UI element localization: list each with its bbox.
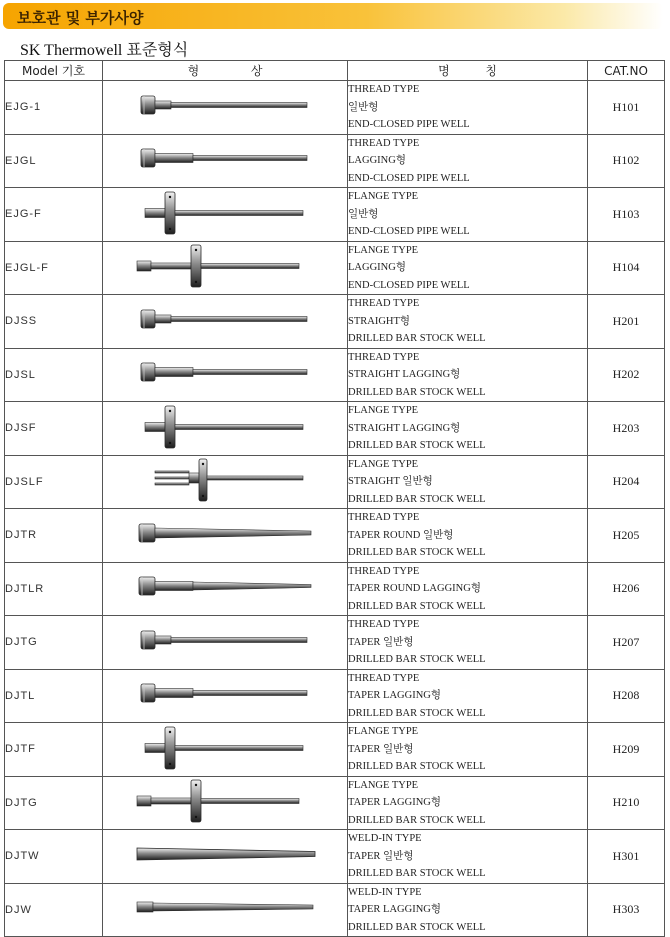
name-line: STRAIGHT 일반형	[348, 476, 433, 487]
table-header-row	[5, 61, 665, 81]
name-cell	[348, 723, 588, 777]
name-line: STRAIGHT LAGGING형	[348, 369, 461, 380]
cat-no: H206	[588, 562, 665, 616]
cat-no: H202	[588, 348, 665, 402]
model-code: DJTLR	[5, 562, 103, 616]
header-shape-char-1: 형	[187, 64, 200, 78]
cat-no: H103	[588, 188, 665, 242]
model-code: DJTG	[5, 616, 103, 670]
name-line: THREAD TYPE	[348, 84, 420, 95]
name-line: TAPER ROUND LAGGING형	[348, 583, 481, 594]
thermowell-drawing-flange	[103, 724, 347, 775]
shape-cell	[103, 562, 348, 616]
name-cell	[348, 188, 588, 242]
model-code: EJGL	[5, 134, 103, 188]
name-cell	[348, 81, 588, 135]
cat-no: H101	[588, 81, 665, 135]
name-line: THREAD TYPE	[348, 298, 420, 309]
thermowell-drawing-thread-lag	[103, 670, 347, 721]
thermowell-drawing-flange	[103, 189, 347, 240]
cat-no: H102	[588, 134, 665, 188]
thermowell-drawing-weld-lag	[103, 884, 347, 935]
model-code: DJTF	[5, 723, 103, 777]
thermowell-drawing-taper-thread	[103, 510, 347, 561]
shape-cell	[103, 81, 348, 135]
name-line: DRILLED BAR STOCK WELL	[348, 707, 486, 719]
table-row	[5, 188, 665, 242]
name-line: DRILLED BAR STOCK WELL	[348, 761, 486, 772]
table-row	[5, 776, 665, 830]
shape-cell	[103, 509, 348, 563]
name-line: THREAD TYPE	[348, 137, 420, 149]
name-cell	[348, 134, 588, 188]
shape-cell	[103, 402, 348, 456]
model-code: DJTG	[5, 776, 103, 830]
model-code: DJSLF	[5, 455, 103, 509]
table-row	[5, 830, 665, 884]
name-line: FLANGE TYPE	[348, 458, 419, 470]
name-line: WELD-IN TYPE	[348, 833, 422, 844]
thermowell-drawing-weld	[103, 831, 347, 882]
name-cell	[348, 616, 588, 670]
thermowell-drawing-taper-thread-lag	[103, 563, 347, 614]
table-row	[5, 241, 665, 295]
table-row	[5, 669, 665, 723]
thermowell-drawing-flange-lag	[103, 242, 347, 293]
table-row	[5, 562, 665, 616]
shape-cell	[103, 883, 348, 937]
name-line: END-CLOSED PIPE WELL	[348, 226, 470, 237]
name-line: THREAD TYPE	[348, 565, 420, 577]
name-cell	[348, 669, 588, 723]
name-line: 일반형	[348, 101, 379, 113]
shape-cell	[103, 188, 348, 242]
name-line: DRILLED BAR STOCK WELL	[348, 440, 486, 451]
name-line: LAGGING형	[348, 262, 406, 273]
cat-no: H104	[588, 241, 665, 295]
thermowell-table	[4, 60, 665, 937]
name-line: FLANGE TYPE	[348, 726, 419, 737]
name-line: TAPER LAGGING형	[348, 797, 442, 808]
thermowell-drawing-flange	[103, 403, 347, 454]
model-code: DJW	[5, 883, 103, 937]
shape-cell	[103, 295, 348, 349]
name-line: DRILLED BAR STOCK WELL	[348, 654, 486, 665]
name-line: STRAIGHT LAGGING형	[348, 422, 461, 434]
table-body	[5, 81, 665, 937]
shape-cell	[103, 241, 348, 295]
thermowell-drawing-thread	[103, 82, 347, 133]
cat-no: H210	[588, 776, 665, 830]
header-shape	[103, 61, 348, 81]
section-header-bar	[3, 3, 663, 29]
name-line: TAPER ROUND 일반형	[348, 529, 454, 541]
header-name-char-1: 명	[438, 64, 450, 78]
name-line: TAPER 일반형	[348, 636, 414, 648]
header-shape-char-2: 상	[250, 64, 263, 78]
name-line: TAPER LAGGING형	[348, 690, 442, 701]
thermowell-drawing-thread-lag	[103, 135, 347, 186]
name-line: THREAD TYPE	[348, 619, 420, 630]
name-line: END-CLOSED PIPE WELL	[348, 119, 470, 130]
name-line: WELD-IN TYPE	[348, 886, 422, 898]
name-cell	[348, 509, 588, 563]
model-code: EJG-1	[5, 81, 103, 135]
header-name	[348, 61, 588, 81]
name-line: FLANGE TYPE	[348, 779, 419, 791]
cat-no: H303	[588, 883, 665, 937]
table-row	[5, 723, 665, 777]
table-row	[5, 455, 665, 509]
name-cell	[348, 241, 588, 295]
header-model: Model 기호	[5, 61, 103, 81]
shape-cell	[103, 669, 348, 723]
name-line: DRILLED BAR STOCK WELL	[348, 921, 486, 933]
name-line: TAPER 일반형	[348, 743, 414, 755]
thermowell-drawing-thread	[103, 617, 347, 668]
model-code: DJTW	[5, 830, 103, 884]
name-line: DRILLED BAR STOCK WELL	[348, 333, 486, 344]
cat-no: H201	[588, 295, 665, 349]
thermowell-drawing-thread-lag	[103, 349, 347, 400]
model-code: EJGL-F	[5, 241, 103, 295]
name-cell	[348, 402, 588, 456]
name-line: DRILLED BAR STOCK WELL	[348, 868, 486, 879]
name-line: STRAIGHT형	[348, 315, 411, 327]
table-row	[5, 616, 665, 670]
cat-no: H301	[588, 830, 665, 884]
shape-cell	[103, 830, 348, 884]
name-line: TAPER 일반형	[348, 850, 414, 862]
shape-cell	[103, 723, 348, 777]
name-line: LAGGING형	[348, 155, 406, 166]
table-row	[5, 883, 665, 937]
name-line: THREAD TYPE	[348, 351, 420, 363]
thermowell-drawing-thread	[103, 296, 347, 347]
model-code: DJTR	[5, 509, 103, 563]
table-row	[5, 81, 665, 135]
table-row	[5, 295, 665, 349]
name-line: DRILLED BAR STOCK WELL	[348, 547, 486, 558]
shape-cell	[103, 455, 348, 509]
name-line: THREAD TYPE	[348, 672, 420, 684]
cat-no: H204	[588, 455, 665, 509]
name-line: 일반형	[348, 208, 379, 220]
header-cat-no: CAT.NO	[588, 61, 665, 81]
name-line: THREAD TYPE	[348, 512, 420, 523]
name-cell	[348, 776, 588, 830]
cat-no: H203	[588, 402, 665, 456]
section-title: 보호관 및 부가사양	[17, 9, 144, 27]
name-cell	[348, 348, 588, 402]
cat-no: H207	[588, 616, 665, 670]
name-cell	[348, 295, 588, 349]
name-cell	[348, 455, 588, 509]
name-cell	[348, 883, 588, 937]
thermowell-drawing-flange-thin	[103, 456, 347, 507]
header-name-char-2: 칭	[485, 64, 497, 78]
shape-cell	[103, 348, 348, 402]
name-line: FLANGE TYPE	[348, 191, 419, 202]
name-line: END-CLOSED PIPE WELL	[348, 279, 470, 291]
name-line: DRILLED BAR STOCK WELL	[348, 814, 486, 826]
cat-no: H209	[588, 723, 665, 777]
table-row	[5, 134, 665, 188]
cat-no: H208	[588, 669, 665, 723]
model-code: DJTL	[5, 669, 103, 723]
model-code: DJSF	[5, 402, 103, 456]
table-row	[5, 348, 665, 402]
shape-cell	[103, 616, 348, 670]
name-line: FLANGE TYPE	[348, 405, 419, 416]
model-code: DJSS	[5, 295, 103, 349]
name-line: TAPER LAGGING형	[348, 904, 442, 915]
table-row	[5, 509, 665, 563]
name-line: FLANGE TYPE	[348, 244, 419, 256]
model-code: EJG-F	[5, 188, 103, 242]
name-line: END-CLOSED PIPE WELL	[348, 172, 470, 184]
name-line: DRILLED BAR STOCK WELL	[348, 493, 486, 505]
thermowell-drawing-flange-lag	[103, 777, 347, 828]
name-line: DRILLED BAR STOCK WELL	[348, 386, 486, 398]
model-code: DJSL	[5, 348, 103, 402]
name-cell	[348, 562, 588, 616]
page-subtitle: SK Thermowell 표준형식	[20, 42, 189, 59]
table-row	[5, 402, 665, 456]
shape-cell	[103, 134, 348, 188]
name-line: DRILLED BAR STOCK WELL	[348, 600, 486, 612]
shape-cell	[103, 776, 348, 830]
cat-no: H205	[588, 509, 665, 563]
name-cell	[348, 830, 588, 884]
